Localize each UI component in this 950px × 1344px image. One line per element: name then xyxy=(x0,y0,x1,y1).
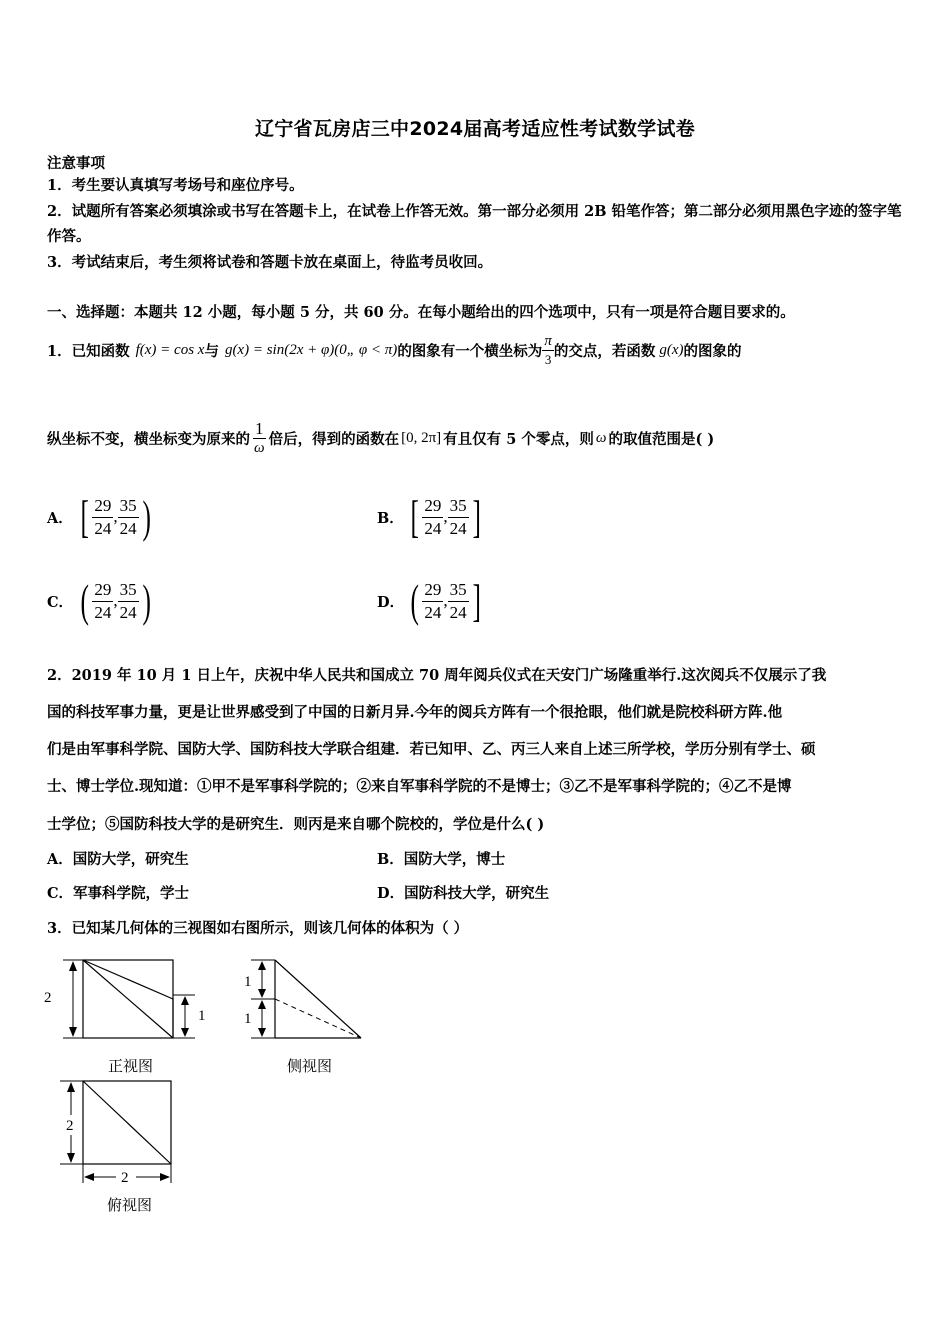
q1-option-a-left-bracket: [ xyxy=(80,491,89,542)
q1-pi-num: π xyxy=(544,332,552,349)
q1-option-a-interval: [ $\frac{29}{24}$ , $\frac{35}{24}$ ) xyxy=(80,491,151,542)
q1-text-6: 倍后，得到的函数在 xyxy=(268,430,400,448)
q1-and: 与 xyxy=(204,342,219,360)
q1-option-a-frac-1 xyxy=(92,495,113,540)
q2-option-d[interactable]: D．国防科技大学，研究生 xyxy=(377,885,550,902)
side-view-hidden-line xyxy=(275,999,361,1038)
side-view-arrow-3 xyxy=(258,1000,266,1009)
q1-option-d-interval: ( $\frac{29}{24}$ , $\frac{35}{24}$ ] xyxy=(410,575,481,626)
q1-gx: g(x) xyxy=(659,341,684,358)
top-view-arrow-up xyxy=(67,1082,75,1092)
q1-option-c[interactable] xyxy=(47,575,154,626)
q1-option-c-interval: ( $\frac{29}{24}$ , $\frac{35}{24}$ ) xyxy=(80,575,151,626)
q1-option-b-left-bracket: [ xyxy=(410,491,419,542)
q1-option-d-frac-2 xyxy=(448,579,469,624)
top-view-arrow-down xyxy=(67,1153,75,1163)
q1-f-expr: f(x) = cos x xyxy=(135,341,205,358)
front-view-diagram xyxy=(40,955,220,1075)
front-view-arrow-down xyxy=(69,1027,77,1037)
q1-option-c-num-2: 35 xyxy=(118,579,139,602)
side-view-dim-top: 1 xyxy=(244,974,252,990)
side-view-caption: 侧视图 xyxy=(287,1059,333,1075)
q1-option-d-num-1: 29 xyxy=(422,579,443,602)
q1-line-2 xyxy=(47,410,714,466)
q1-option-d-right-bracket: ] xyxy=(472,575,481,626)
q1-option-c-den-1: 24 xyxy=(94,602,112,622)
q2-option-c[interactable]: C．军事科学院，学士 xyxy=(47,885,190,902)
q2-option-a[interactable]: A．国防大学，研究生 xyxy=(47,851,189,868)
q1-option-d-num-2: 35 xyxy=(448,579,469,602)
q1-option-a-den-1: 24 xyxy=(94,518,112,538)
q1-option-c-left-bracket: ( xyxy=(80,575,89,626)
front-view-top-slope xyxy=(83,960,173,999)
q1-option-d-left-bracket: ( xyxy=(410,575,419,626)
top-view-arrow-right xyxy=(160,1173,170,1181)
q1-one: 1 xyxy=(255,418,264,438)
q1-text-3: 的交点，若函数 xyxy=(553,342,656,360)
q2-line-3: 们是由军事科学院、国防大学、国防科技大学联合组建．若已知甲、乙、丙三人来自上述三所学校，学历分别有学士、硕 xyxy=(47,741,816,758)
front-view-diagonal xyxy=(83,960,173,1038)
q1-option-b-label: B． xyxy=(377,509,404,527)
q1-option-b-frac-2 xyxy=(448,495,469,540)
q1-omega-den: ω xyxy=(254,439,265,456)
front-view-dim-left: 2 xyxy=(44,990,52,1006)
side-view-diagram xyxy=(235,955,375,1075)
q1-option-b-den-2: 24 xyxy=(449,518,467,538)
q1-text-2: 的图象有一个横坐标为 xyxy=(397,342,543,360)
q1-option-b-num-2: 35 xyxy=(448,495,469,518)
q1-text-5: 纵坐标不变，横坐标变为原来的 xyxy=(47,430,250,448)
q1-text-7: 有且仅有 5 个零点，则 xyxy=(443,430,594,448)
q2-line-4: 士、博士学位.现知道：①甲不是军事科学院的；②来自军事科学院的不是博士；③乙不是军事科学院的；④乙不是博 xyxy=(47,778,792,795)
top-view-diagram xyxy=(40,1075,220,1220)
q1-omega: ω xyxy=(595,429,607,446)
top-view-arrow-left xyxy=(84,1173,94,1181)
q2-line-2: 国的科技军事力量，更是让世界感受到了中国的日新月异.今年的阅兵方阵有一个很抢眼，他们就是院校科研方阵.他 xyxy=(47,704,783,721)
q1-interval: [0, 2π] xyxy=(401,429,442,446)
notice-heading: 注意事项 xyxy=(47,155,105,172)
q1-g-expr: g(x) = sin(2x + φ)(0„ φ < π) xyxy=(224,341,398,358)
side-view-arrow-4 xyxy=(258,1028,266,1037)
q1-option-d-label: D． xyxy=(377,593,405,611)
q1-one-over-omega xyxy=(252,420,267,457)
front-view-dim-right: 1 xyxy=(198,1008,206,1024)
q1-option-d-den-1: 24 xyxy=(424,602,442,622)
top-view-dim-left: 2 xyxy=(66,1118,74,1134)
q2-line-1: 2．2019 年 10 月 1 日上午，庆祝中华人民共和国成立 70 周年阅兵仪式在天安门广场隆重举行.这次阅兵不仅展示了我 xyxy=(47,667,827,684)
side-view-dim-bottom: 1 xyxy=(244,1011,252,1027)
top-view-caption: 俯视图 xyxy=(107,1198,153,1214)
q1-option-c-right-bracket: ) xyxy=(142,575,151,626)
front-view-arrow-up-right xyxy=(181,996,189,1005)
q1-option-c-frac-1 xyxy=(92,579,113,624)
q1-pi-over-3 xyxy=(542,332,554,369)
q1-option-d-frac-1 xyxy=(422,579,443,624)
front-view-caption: 正视图 xyxy=(108,1059,154,1075)
q1-option-a-num-1: 29 xyxy=(92,495,113,518)
side-view-hypotenuse xyxy=(275,960,361,1038)
q1-option-b-den-1: 24 xyxy=(424,518,442,538)
q1-text-8: 的取值范围是( ) xyxy=(608,430,715,448)
q3-text: 3．已知某几何体的三视图如右图所示，则该几何体的体积为（ ） xyxy=(47,920,469,937)
section-heading: 一、选择题：本题共 12 小题，每小题 5 分，共 60 分。在每小题给出的四个选项中，只有一项是符合题目要求的。 xyxy=(47,304,795,321)
side-view-arrow-1 xyxy=(258,961,266,970)
q1-option-a-frac-2 xyxy=(118,495,139,540)
q1-option-a[interactable] xyxy=(47,491,154,542)
q1-text-1: 1．已知函数 xyxy=(47,342,130,360)
front-view-arrow-down-right xyxy=(181,1028,189,1037)
page-title: 辽宁省瓦房店三中2024届高考适应性考试数学试卷 xyxy=(254,118,696,140)
q1-option-c-frac-2 xyxy=(118,579,139,624)
side-view-arrow-2 xyxy=(258,989,266,998)
q2-line-5: 士学位；⑤国防科技大学的是研究生．则丙是来自哪个院校的，学位是什么( ) xyxy=(47,816,545,833)
q1-option-d-den-2: 24 xyxy=(449,602,467,622)
q1-option-b-frac-1 xyxy=(422,495,443,540)
q1-option-a-num-2: 35 xyxy=(118,495,139,518)
q1-option-a-label: A． xyxy=(47,509,73,527)
q1-option-c-num-1: 29 xyxy=(92,579,113,602)
q1-option-b-num-1: 29 xyxy=(422,495,443,518)
top-view-diagonal xyxy=(83,1081,171,1164)
top-view-dim-bottom: 2 xyxy=(121,1170,129,1186)
notice-item-2: 2．试题所有答案必须填涂或书写在答题卡上，在试卷上作答无效。第一部分必须用 2B 铅笔作答；第二部分必须用黑色字迹的签字笔作答。 xyxy=(47,203,902,245)
q1-option-c-label: C． xyxy=(47,593,74,611)
q1-option-b[interactable] xyxy=(377,491,484,542)
q1-option-a-right-bracket: ) xyxy=(142,491,151,542)
front-view-arrow-up xyxy=(69,961,77,971)
q1-option-c-den-2: 24 xyxy=(119,602,137,622)
q1-line-1 xyxy=(47,330,741,370)
q1-pi-den: 3 xyxy=(544,351,552,367)
q1-option-d[interactable] xyxy=(377,575,484,626)
q1-option-b-right-bracket: ] xyxy=(472,491,481,542)
notice-item-3: 3．考试结束后，考生须将试卷和答题卡放在桌面上，待监考员收回。 xyxy=(47,254,493,271)
notice-item-1: 1．考生要认真填写考场号和座位序号。 xyxy=(47,177,304,194)
q1-option-b-interval: [ $\frac{29}{24}$ , $\frac{35}{24}$ ] xyxy=(410,491,481,542)
q1-option-a-den-2: 24 xyxy=(119,518,137,538)
q1-text-4: 的图象的 xyxy=(683,342,742,360)
q2-option-b[interactable]: B．国防大学，博士 xyxy=(377,851,506,868)
